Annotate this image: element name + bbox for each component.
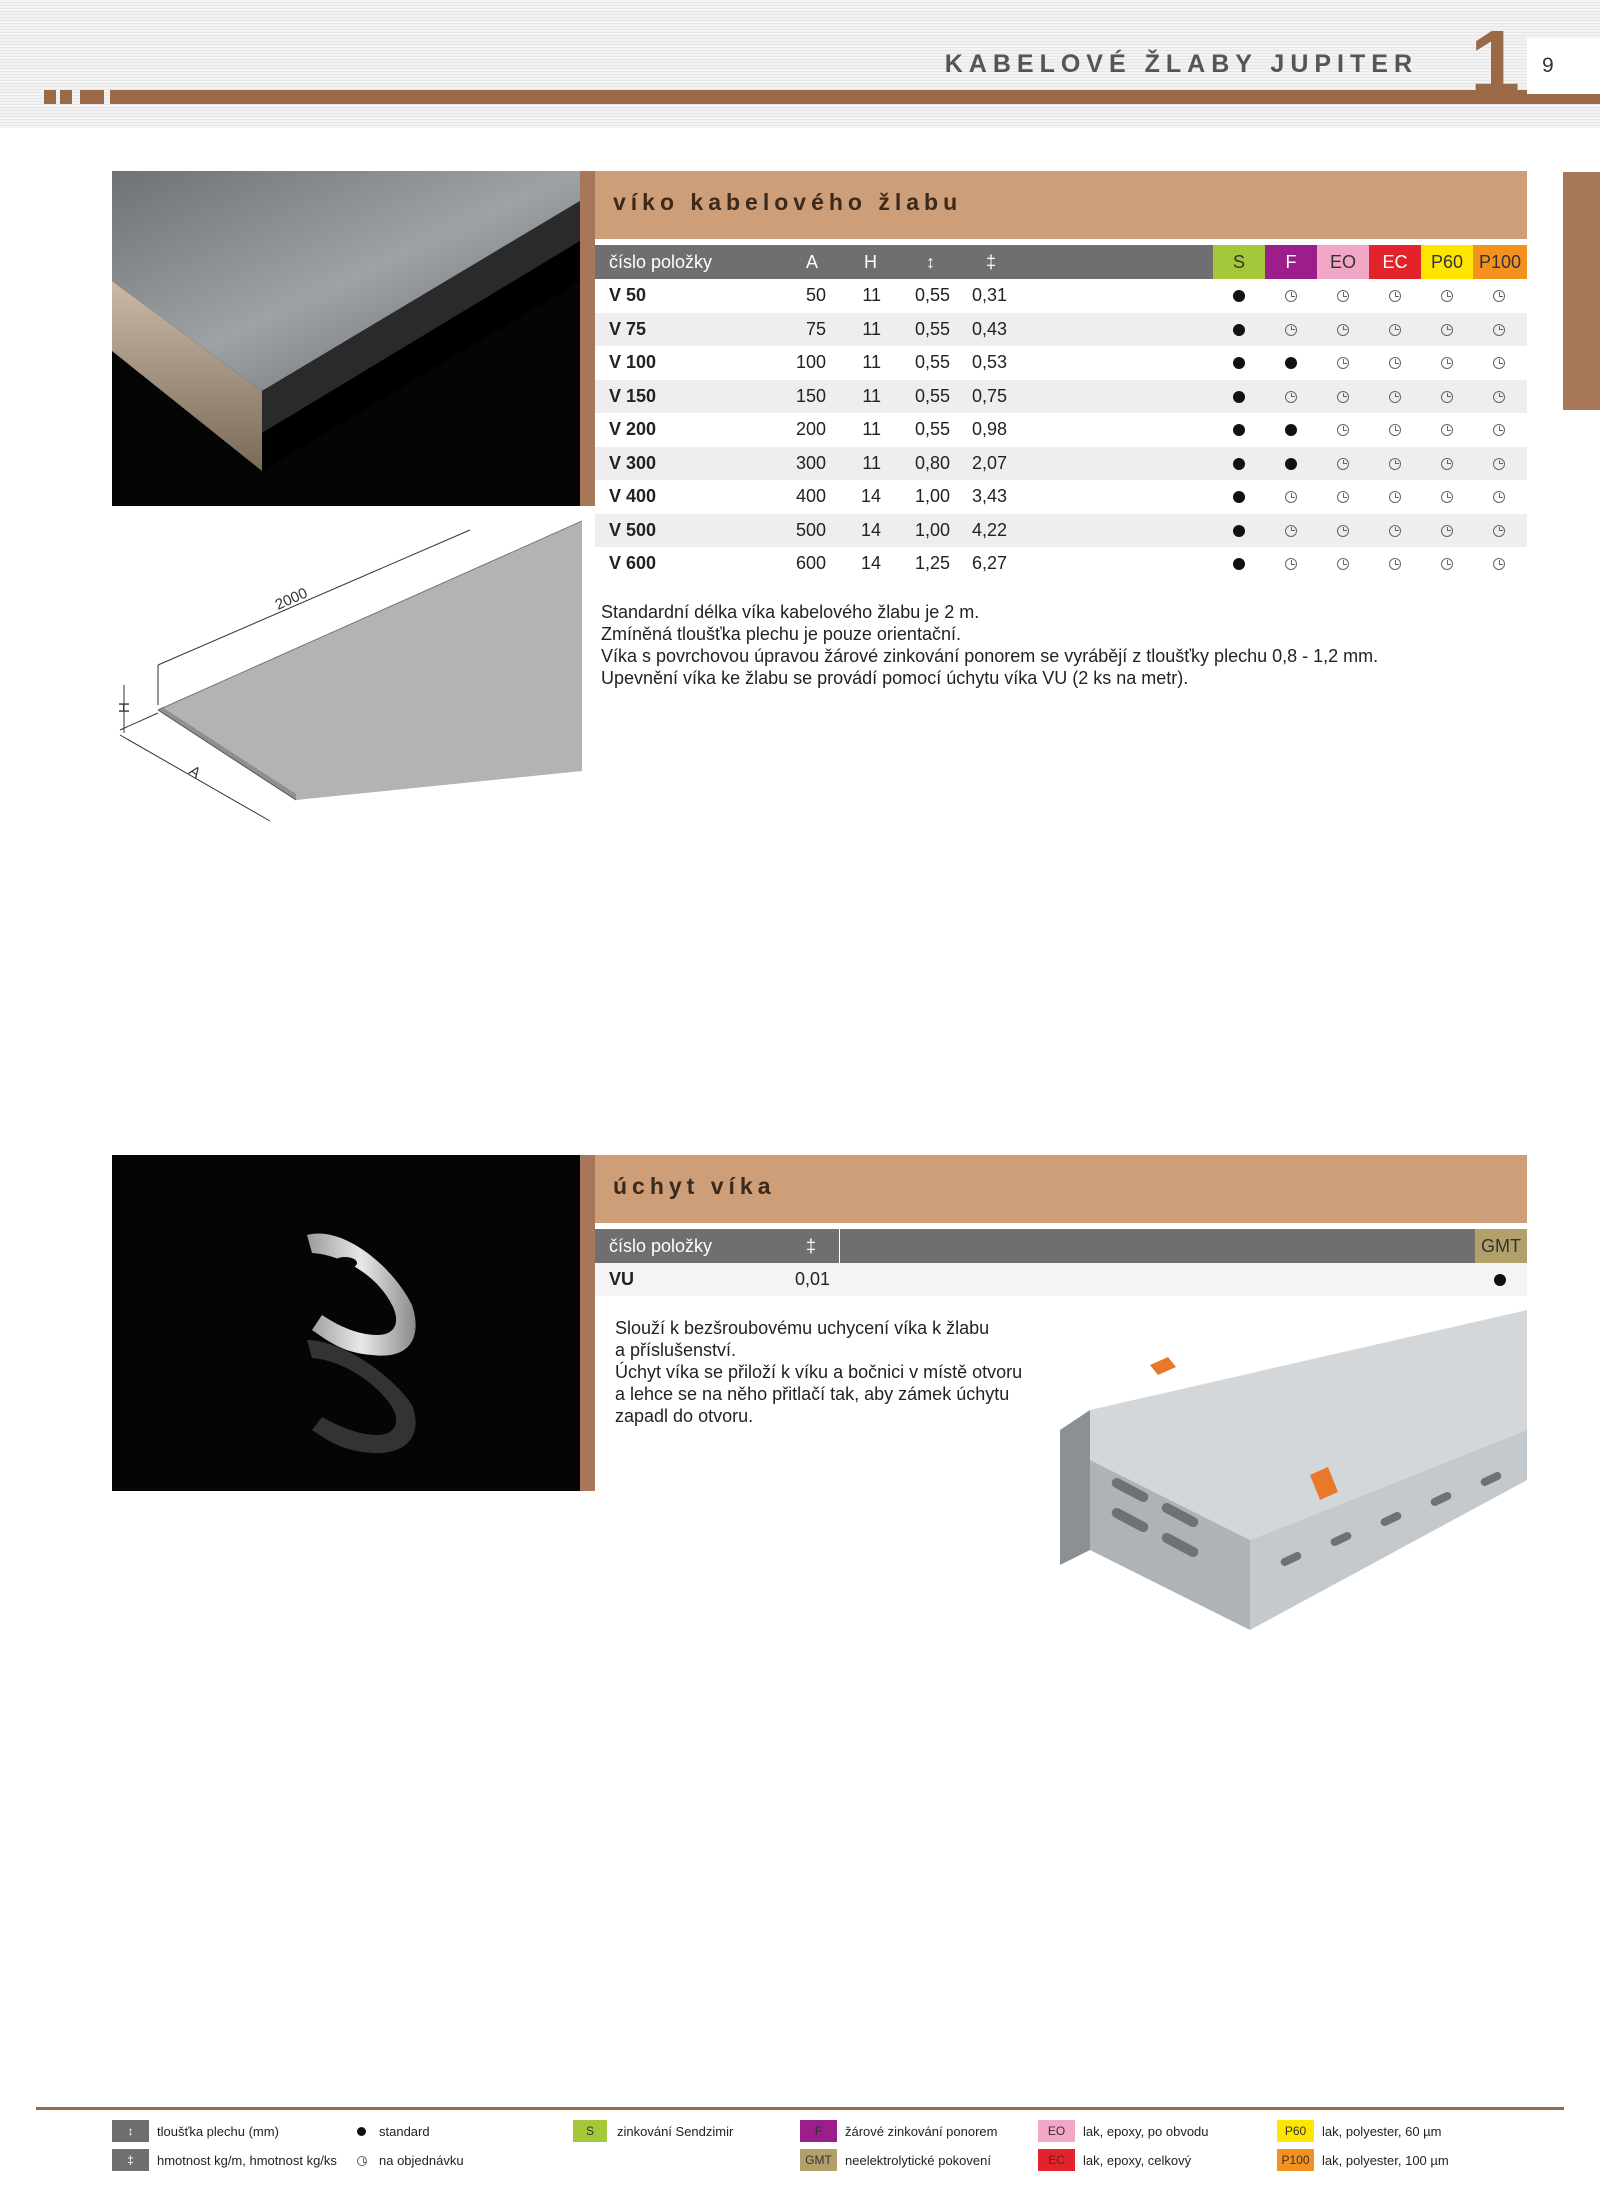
finish-eo: EO — [1317, 245, 1369, 279]
table-row — [595, 380, 1527, 414]
row-thickness: 0,55 — [914, 285, 950, 305]
legend-gmt-swatch: GMT — [800, 2149, 837, 2171]
row-h: 14 — [860, 486, 881, 506]
clip-notes — [615, 1317, 1055, 1427]
col-code: číslo položky — [609, 1236, 713, 1256]
availability-on-order-icon — [1337, 357, 1349, 369]
drawing-length-label: 2000 — [272, 584, 311, 614]
availability-on-order-icon — [1441, 424, 1453, 436]
availability-on-order-icon — [1389, 458, 1401, 470]
row-h: 11 — [862, 452, 881, 473]
legend-thickness-icon: ↕ — [112, 2120, 149, 2142]
lid-notes — [601, 601, 1501, 689]
availability-on-order-icon — [1389, 391, 1401, 403]
availability-on-order-icon — [1337, 491, 1349, 503]
availability-on-order-icon — [1285, 290, 1297, 302]
finish-f: F — [1265, 245, 1317, 279]
row-thickness: 0,80 — [914, 452, 950, 473]
row-a: 150 — [795, 385, 826, 406]
availability-on-order-icon — [1493, 391, 1505, 403]
header-decor-square — [44, 90, 56, 104]
row-code: V 100 — [609, 352, 657, 372]
availability-on-order-icon — [1493, 424, 1505, 436]
availability-standard-icon — [1233, 357, 1245, 369]
row-thickness: 1,25 — [914, 553, 950, 573]
row-h: 14 — [860, 519, 881, 540]
col-a: A — [806, 252, 819, 272]
availability-standard-icon — [1233, 324, 1245, 336]
section-title-bar — [595, 171, 1527, 239]
chapter-side-tab — [1563, 172, 1600, 410]
availability-on-order-icon — [1285, 558, 1297, 570]
row-weight: 4,22 — [972, 519, 1008, 540]
availability-on-order-icon — [1389, 491, 1401, 503]
legend-label: tloušťka plechu (mm) — [157, 2124, 279, 2139]
tray-with-lid-illustration — [1050, 1310, 1527, 1630]
availability-standard-icon — [1233, 424, 1245, 436]
section-title: úchyt víka — [613, 1173, 776, 1199]
note-line: Úchyt víka se přiloží k víku a bočnici v místě otvoru — [615, 1362, 1023, 1382]
availability-on-order-icon — [1441, 324, 1453, 336]
table-row — [595, 480, 1527, 514]
row-code: V 400 — [609, 486, 657, 506]
availability-on-order-icon — [1441, 357, 1453, 369]
legend-label: žárové zinkování ponorem — [845, 2124, 998, 2139]
availability-on-order-icon — [1389, 357, 1401, 369]
legend-label: zinkování Sendzimir — [617, 2124, 734, 2139]
row-thickness: 0,55 — [914, 419, 950, 439]
availability-standard-icon — [1285, 357, 1297, 369]
availability-on-order-icon — [1493, 324, 1505, 336]
legend-f-swatch: F — [800, 2120, 837, 2142]
section-title: víko kabelového žlabu — [613, 189, 963, 215]
availability-on-order-icon — [1389, 290, 1401, 302]
row-weight: 2,07 — [972, 452, 1008, 473]
legend-eo-swatch: EO — [1038, 2120, 1075, 2142]
availability-on-order-icon — [1389, 525, 1401, 537]
table-row — [595, 313, 1527, 347]
availability-on-order-icon — [1285, 491, 1297, 503]
availability-standard-icon — [1233, 491, 1245, 503]
note-line: Upevnění víka ke žlabu se provádí pomocí úchytu víka VU (2 ks na metr). — [601, 668, 1189, 688]
legend-standard-icon — [357, 2127, 366, 2136]
col-thickness: ↕ — [926, 252, 935, 272]
finish-ec: EC — [1369, 245, 1421, 279]
availability-standard-icon — [1285, 424, 1297, 436]
drawing-h-label: H — [116, 702, 133, 713]
row-a: 100 — [795, 352, 826, 372]
legend — [0, 2120, 1600, 2180]
col-weight: ‡ — [986, 252, 997, 272]
availability-on-order-icon — [1337, 525, 1349, 537]
row-thickness: 1,00 — [914, 486, 950, 506]
row-thickness: 0,55 — [914, 352, 950, 372]
availability-on-order-icon — [1493, 458, 1505, 470]
row-code: V 75 — [609, 318, 647, 339]
legend-weight-icon: ‡ — [112, 2149, 149, 2171]
table-row — [595, 1263, 1527, 1296]
availability-on-order-icon — [1389, 324, 1401, 336]
row-h: 11 — [862, 385, 881, 406]
availability-on-order-icon — [1285, 324, 1297, 336]
availability-on-order-icon — [1441, 458, 1453, 470]
row-weight: 0,98 — [972, 419, 1008, 439]
photo-side-strip — [580, 1155, 595, 1491]
availability-on-order-icon — [1441, 525, 1453, 537]
clip-photo — [112, 1155, 580, 1491]
note-line: Zmíněná tloušťka plechu je pouze orientační. — [601, 624, 961, 644]
row-a: 600 — [795, 553, 826, 573]
row-weight: 0,75 — [972, 385, 1008, 406]
legend-on-order-icon — [357, 2156, 367, 2166]
row-code: VU — [609, 1269, 635, 1289]
row-weight: 3,43 — [972, 486, 1008, 506]
finish-header — [1213, 245, 1527, 279]
row-code: V 500 — [609, 519, 657, 540]
availability-on-order-icon — [1337, 391, 1349, 403]
note-line: Standardní délka víka kabelového žlabu je 2 m. — [601, 602, 980, 622]
availability-on-order-icon — [1493, 491, 1505, 503]
table-row — [595, 514, 1527, 548]
availability-on-order-icon — [1337, 290, 1349, 302]
availability-on-order-icon — [1337, 424, 1349, 436]
availability-on-order-icon — [1441, 290, 1453, 302]
legend-label: hmotnost kg/m, hmotnost kg/ks — [157, 2153, 337, 2168]
page-number: 9 — [1542, 54, 1554, 77]
row-code: V 300 — [609, 452, 657, 473]
note-line: a příslušenství. — [615, 1340, 737, 1360]
row-a: 300 — [795, 452, 826, 473]
column-divider — [839, 1229, 840, 1263]
note-line: a lehce se na něho přitlačí tak, aby zámek úchytu — [615, 1384, 1010, 1404]
legend-label: standard — [379, 2124, 430, 2139]
note-line: zapadl do otvoru. — [615, 1406, 754, 1426]
row-h: 11 — [862, 352, 881, 372]
page-number-box — [1527, 38, 1600, 94]
row-thickness: 1,00 — [914, 519, 950, 540]
row-a: 400 — [795, 486, 826, 506]
row-code: V 200 — [609, 419, 657, 439]
finish-p100: P100 — [1473, 245, 1527, 279]
photo-side-strip — [580, 171, 595, 506]
availability-on-order-icon — [1493, 290, 1505, 302]
row-h: 14 — [860, 553, 881, 573]
row-a: 200 — [795, 419, 826, 439]
drawing-a-label: A — [185, 762, 204, 783]
table-header — [595, 245, 1213, 279]
table-row — [595, 447, 1527, 481]
header-bar — [110, 90, 1600, 104]
row-weight: 0,31 — [972, 285, 1008, 305]
table-header — [595, 1229, 1475, 1263]
availability-on-order-icon — [1337, 324, 1349, 336]
row-a: 75 — [805, 318, 826, 339]
row-code: V 600 — [609, 553, 657, 573]
legend-label: lak, polyester, 60 µm — [1322, 2124, 1442, 2139]
row-weight: 0,43 — [972, 318, 1008, 339]
table-row — [595, 547, 1527, 581]
legend-divider — [36, 2107, 1564, 2110]
legend-p100-swatch: P100 — [1277, 2149, 1314, 2171]
row-code: V 50 — [609, 285, 647, 305]
finish-gmt: GMT — [1475, 1229, 1527, 1263]
legend-label: neelektrolytické pokovení — [845, 2153, 991, 2168]
legend-label: lak, epoxy, celkový — [1083, 2153, 1192, 2168]
chapter-number: 1 — [1470, 13, 1521, 113]
table-row — [595, 413, 1527, 447]
availability-on-order-icon — [1493, 558, 1505, 570]
note-line: Slouží k bezšroubovému uchycení víka k žlabu — [615, 1318, 990, 1338]
row-thickness: 0,55 — [914, 318, 950, 339]
availability-standard-icon — [1233, 391, 1245, 403]
availability-on-order-icon — [1337, 558, 1349, 570]
availability-standard-icon — [1233, 458, 1245, 470]
legend-label: na objednávku — [379, 2153, 464, 2168]
col-code: číslo položky — [609, 252, 713, 272]
row-code: V 150 — [609, 385, 657, 406]
page-title: KABELOVÉ ŽLABY JUPITER — [944, 50, 1418, 78]
table-body — [595, 279, 1527, 581]
row-h: 11 — [862, 419, 881, 439]
legend-label: lak, polyester, 100 µm — [1322, 2153, 1449, 2168]
availability-on-order-icon — [1337, 458, 1349, 470]
legend-ec-swatch: EC — [1038, 2149, 1075, 2171]
availability-on-order-icon — [1493, 357, 1505, 369]
row-weight: 0,53 — [972, 352, 1008, 372]
col-weight: ‡ — [806, 1236, 817, 1256]
availability-on-order-icon — [1441, 491, 1453, 503]
finish-s: S — [1213, 245, 1265, 279]
availability-on-order-icon — [1389, 424, 1401, 436]
row-weight: 6,27 — [972, 553, 1008, 573]
col-h: H — [864, 252, 877, 272]
row-thickness: 0,55 — [914, 385, 950, 406]
header-decor-square — [60, 90, 72, 104]
row-h: 11 — [862, 285, 881, 305]
availability-on-order-icon — [1285, 391, 1297, 403]
availability-on-order-icon — [1441, 391, 1453, 403]
table-row — [595, 346, 1527, 380]
legend-label: lak, epoxy, po obvodu — [1083, 2124, 1209, 2139]
legend-p60-swatch: P60 — [1277, 2120, 1314, 2142]
availability-on-order-icon — [1493, 525, 1505, 537]
availability-standard-icon — [1233, 290, 1245, 302]
availability-standard-icon — [1233, 525, 1245, 537]
lid-photo — [112, 171, 580, 506]
note-line: Víka s povrchovou úpravou žárové zinkování ponorem se vyrábějí z tloušťky plechu 0,8 - 1,2 mm. — [601, 646, 1379, 666]
availability-on-order-icon — [1285, 525, 1297, 537]
section-title-bar — [595, 1155, 1527, 1223]
availability-standard-icon — [1285, 458, 1297, 470]
lid-technical-drawing — [110, 515, 582, 825]
row-h: 11 — [862, 318, 881, 339]
header-decor-square — [80, 90, 104, 104]
availability-standard-icon — [1233, 558, 1245, 570]
legend-s-swatch: S — [573, 2120, 607, 2142]
row-a: 500 — [795, 519, 826, 540]
availability-on-order-icon — [1389, 558, 1401, 570]
row-a: 50 — [805, 285, 826, 305]
availability-on-order-icon — [1441, 558, 1453, 570]
finish-p60: P60 — [1421, 245, 1473, 279]
row-weight: 0,01 — [795, 1269, 831, 1289]
table-row — [595, 279, 1527, 313]
availability-standard-icon — [1494, 1274, 1506, 1286]
